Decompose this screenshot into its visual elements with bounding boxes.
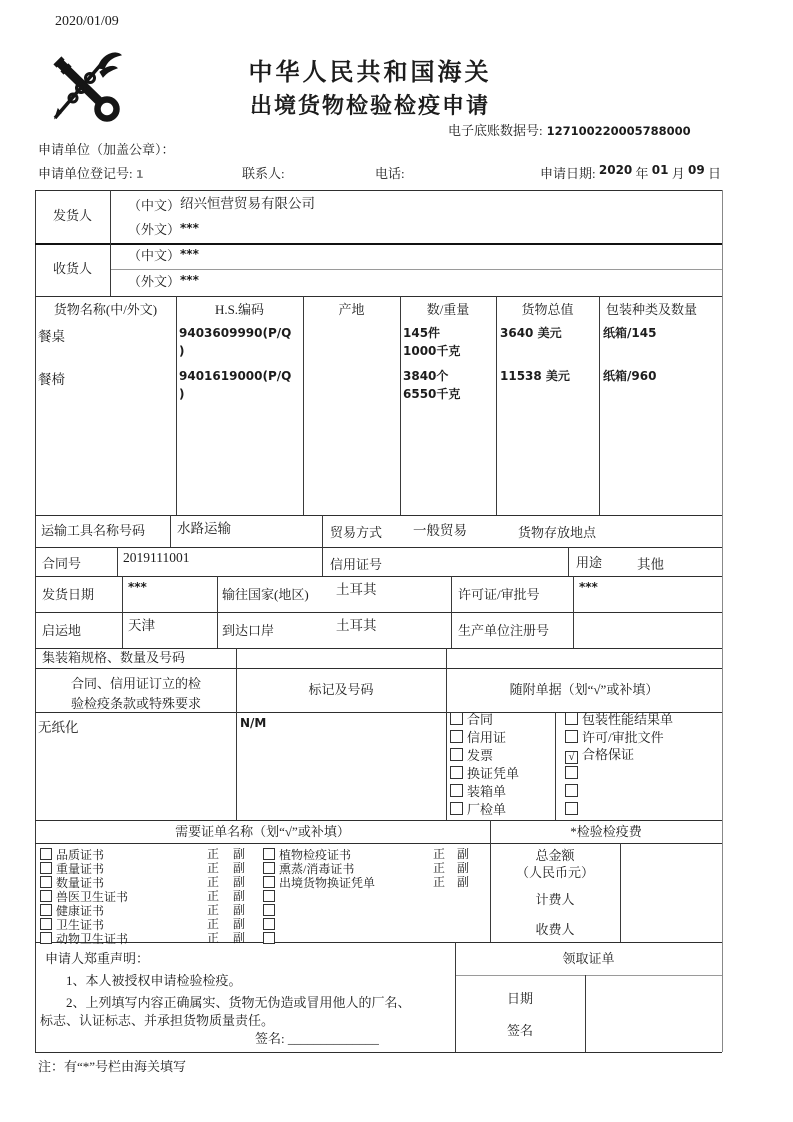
ledger-number-value: 127100220005788000 [546,124,691,138]
consignor-fn-value: *** [180,221,199,235]
declaration-line2: 2、上列填写内容正确属实、货物无伪造或冒用他人的厂名、 [66,995,411,1010]
ship-date-label: 发货日期 [42,587,95,602]
checkbox-blank[interactable] [263,932,275,944]
orig-label: 正 [207,889,220,903]
fn-label: （外文） [128,222,181,237]
cert-label: 植物检疫证书 [279,848,352,862]
producer-reg-label: 生产单位注册号 [458,623,550,638]
contact-label: 联系人: [242,166,285,181]
ship-date-value: *** [128,580,147,594]
attached-docs-header: 随附单据（划“√”或补填） [509,682,659,697]
checkbox-quality-cert[interactable] [40,848,52,860]
goods-hs-code: 9403609990(P/Q [179,326,292,340]
checkbox-quantity-cert[interactable] [40,876,52,888]
certificates-header: 需要证单名称（划“√”或补填） [175,824,350,839]
signature-label: 签名: [255,1031,285,1046]
goods-name: 餐桌 [38,329,65,344]
orig-label: 正 [207,875,220,889]
checkbox-conformity-guarantee[interactable]: √ [565,751,578,764]
declaration-title: 申请人郑重声明： [45,951,150,966]
cert-label: 动物卫生证书 [56,932,129,946]
checkbox-permit-doc[interactable] [565,730,578,743]
marks-value: N/M [240,716,267,730]
orig-label: 正 [207,917,220,931]
vehicle-label: 运输工具名称号码 [41,523,146,538]
departure-label: 启运地 [42,623,82,638]
checkbox-sanitary-cert[interactable] [40,918,52,930]
cert-label: 熏蒸/消毒证书 [279,862,355,876]
clause-value: 无纸化 [38,720,79,735]
checkbox-blank[interactable] [565,802,578,815]
orig-label: 正 [207,903,220,917]
checkbox-packing-list[interactable] [450,784,463,797]
checkbox-label: 装箱单 [467,784,507,799]
permit-value: *** [579,580,598,594]
goods-weight: 6550千克 [403,387,461,401]
claim-date-label: 日期 [507,991,534,1006]
declaration-line1: 1、本人被授权申请检验检疫。 [66,973,242,988]
checkbox-label: 换证凭单 [467,766,520,781]
departure-value: 天津 [128,618,155,633]
usage-value: 其他 [637,557,664,572]
fn-label: （外文） [128,274,181,289]
arrival-port-label: 到达口岸 [222,623,275,638]
contract-value: 2019111001 [123,550,190,565]
cn-label: （中文） [128,198,181,213]
consignor-label: 发货人 [52,208,92,223]
goods-hs-code-cont: ) [179,387,185,401]
goods-hs-code: 9401619000(P/Q [179,369,292,383]
goods-total-value: 11538 美元 [500,369,570,383]
goods-weight: 1000千克 [403,344,461,358]
vehicle-value: 水路运输 [177,521,231,536]
consignor-cn-value: 绍兴恒营贸易有限公司 [180,196,316,211]
goods-header-name: 货物名称(中/外文) [53,302,158,317]
cn-label: （中文） [128,248,181,263]
orig-label: 正 [207,847,220,861]
cert-label: 卫生证书 [56,918,105,932]
checkbox-label: 信用证 [467,730,507,745]
consignee-fn-value: *** [180,273,199,287]
copy-label: 副 [457,847,470,861]
arrival-port-value: 土耳其 [336,618,377,633]
dest-country-label: 输往国家(地区) [222,587,309,602]
cert-label: 兽医卫生证书 [56,890,129,904]
fee-header: *检验检疫费 [570,824,642,839]
checkbox-blank[interactable] [565,766,578,779]
year-char: 年 [635,166,649,181]
orig-label: 正 [207,931,220,945]
checkbox-label: 发票 [467,748,494,763]
checkbox-blank[interactable] [263,890,275,902]
orig-label: 正 [433,847,446,861]
permit-label: 许可证/审批号 [458,587,540,602]
consignee-cn-value: *** [180,247,199,261]
goods-packing: 纸箱/960 [603,369,657,383]
copy-label: 副 [457,875,470,889]
apply-date-month: 01 [651,163,669,177]
checkbox-exchange-voucher[interactable] [450,766,463,779]
dest-country-value: 土耳其 [336,582,377,597]
container-label: 集装箱规格、数量及号码 [42,650,186,665]
apply-date [540,163,721,182]
fee-total-label: 总金额 [535,848,575,863]
contract-label: 合同号 [42,556,82,571]
checkbox-blank[interactable] [565,784,578,797]
cert-label: 重量证书 [56,862,105,876]
declaration-line3: 标志、认证标志、并承担货物质量责任。 [40,1013,275,1028]
checkbox-blank[interactable] [263,904,275,916]
checkbox-invoice[interactable] [450,748,463,761]
checkbox-health-cert[interactable] [40,904,52,916]
month-char: 月 [671,166,685,181]
cert-label: 健康证书 [56,904,105,918]
cert-label: 品质证书 [56,848,105,862]
apply-date-label: 申请日期: [540,166,596,181]
applicant-reg-value: 1 [135,168,144,181]
footer-note: 注：有“*”号栏由海关填写 [38,1059,187,1074]
consignee-label: 收货人 [52,261,92,276]
checkbox-label: 包装性能结果单 [582,712,674,727]
goods-header-qty: 数/重量 [426,302,470,317]
checkbox-label: 合同 [467,712,494,727]
goods-qty: 3840个 [403,369,449,383]
storage-label: 货物存放地点 [518,525,597,540]
trade-mode-label: 贸易方式 [330,525,383,540]
cert-label: 数量证书 [56,876,105,890]
copy-label: 副 [233,847,246,861]
checkbox-label: 合格保证 [582,747,635,762]
phone-label: 电话: [375,166,405,181]
lc-label: 信用证号 [330,557,383,572]
checkbox-label: 许可/审批文件 [582,730,664,745]
copy-label: 副 [233,875,246,889]
customs-emblem-icon [44,46,126,131]
scan-date: 2020/01/09 [55,14,119,29]
checkbox-lc[interactable] [450,730,463,743]
goods-header-origin: 产地 [338,302,365,317]
form-title: 中华人民共和国海关 [248,60,492,86]
goods-total-value: 3640 美元 [500,326,562,340]
clauses-header-line1: 合同、信用证订立的检 [70,676,201,691]
checkbox-label: 厂检单 [467,802,507,817]
checkbox-exit-exchange-voucher[interactable] [263,876,275,888]
form-subtitle: 出境货物检验检疫申请 [249,93,490,118]
fee-calculator-label: 计费人 [535,892,575,907]
goods-packing: 纸箱/145 [603,326,657,340]
goods-header-pack: 包装种类及数量 [606,302,698,317]
applicant-reg-label: 申请单位登记号: [38,166,133,181]
apply-date-year: 2020 [598,163,633,177]
marks-header: 标记及号码 [308,682,374,697]
checkbox-blank[interactable] [263,918,275,930]
claim-sign-label: 签名 [507,1023,534,1038]
checkbox-contract[interactable] [450,712,463,725]
copy-label: 副 [233,903,246,917]
orig-label: 正 [433,861,446,875]
checkbox-packaging-result[interactable] [565,712,578,725]
fee-collector-label: 收费人 [535,922,575,937]
applicant-unit-label: 申请单位（加盖公章）： [38,142,175,157]
fee-currency-label: （人民币元） [515,865,594,880]
orig-label: 正 [433,875,446,889]
checkbox-vet-health-cert[interactable] [40,890,52,902]
copy-label: 副 [457,861,470,875]
apply-date-day: 09 [688,163,705,177]
usage-label: 用途 [576,555,603,570]
copy-label: 副 [233,889,246,903]
clauses-header-line2: 验检疫条款或特殊要求 [70,696,201,711]
day-char: 日 [707,166,721,181]
copy-label: 副 [233,931,246,945]
goods-name: 餐椅 [38,372,65,387]
cert-label: 出境货物换证凭单 [279,876,376,890]
trade-mode-value: 一般贸易 [413,523,467,538]
ledger-number-label: 电子底账数据号: [448,123,543,138]
orig-label: 正 [207,861,220,875]
goods-qty: 145件 [403,326,441,340]
checkbox-factory-inspection[interactable] [450,802,463,815]
goods-header-value: 货物总值 [521,302,574,317]
checkbox-fumigation-cert[interactable] [263,862,275,874]
copy-label: 副 [233,861,246,875]
checkbox-animal-health-cert[interactable] [40,932,52,944]
goods-header-hs: H.S.编码 [214,302,265,317]
checkbox-plant-quarantine-cert[interactable] [263,848,275,860]
claim-title: 领取证单 [562,951,615,966]
copy-label: 副 [233,917,246,931]
goods-hs-code-cont: ) [179,344,185,358]
signature-field[interactable]: ______________ [287,1031,379,1046]
checkbox-weight-cert[interactable] [40,862,52,874]
